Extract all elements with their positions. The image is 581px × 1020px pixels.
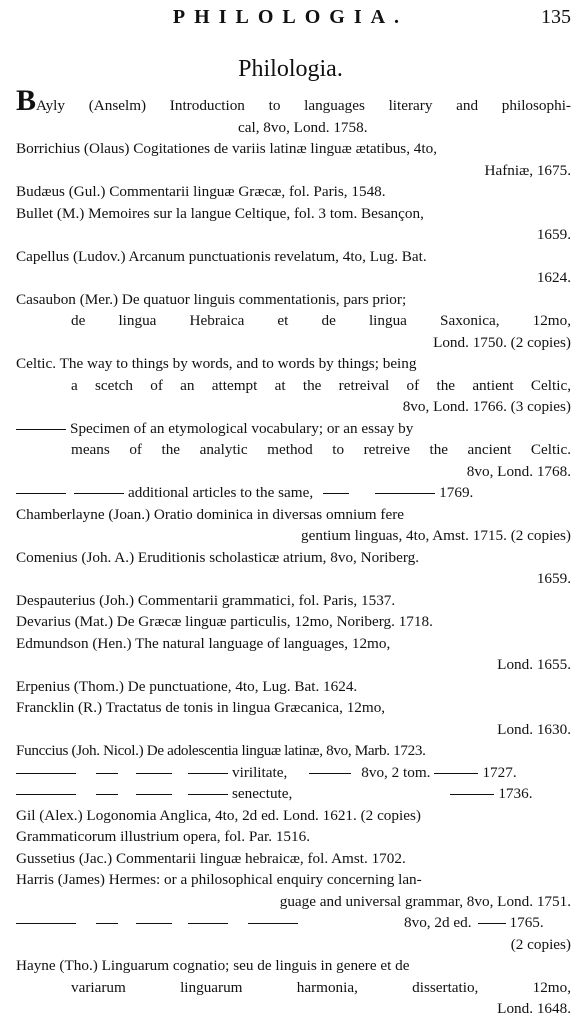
- ditto-rule: [323, 493, 349, 494]
- entry-line: (2 copies): [510, 935, 571, 953]
- bibliography-entry: [16, 869, 571, 912]
- bibliography-entry: [16, 826, 571, 848]
- bibliography-entry: [16, 912, 571, 955]
- entry-line: Harris (James) Hermes: or a philosophical enquiry concerning lan-: [16, 871, 422, 888]
- entry-line: Comenius (Joh. A.) Eruditionis scholasticæ atrium, 8vo, Noriberg.: [16, 548, 419, 566]
- ditto-rule: [434, 773, 478, 774]
- entry-line: Funccius (Joh. Nicol.) De adolescentia linguæ latinæ, 8vo, Marb. 1723.: [16, 742, 426, 759]
- ditto-rule: [188, 773, 228, 774]
- ditto-rule: [96, 923, 118, 924]
- entry-line: Francklin (R.) Tractatus de tonis in lingua Græcanica, 12mo,: [16, 699, 386, 716]
- entry-line: Lond. 1655.: [497, 656, 571, 673]
- bibliography-entry: [16, 418, 571, 483]
- page-number: 135: [541, 6, 571, 28]
- entry-line: Budæus (Gul.) Commentarii linguæ Græcæ, fol. Paris, 1548.: [16, 183, 386, 200]
- bibliography-entry: [16, 611, 571, 633]
- ditto-rule: [16, 493, 66, 494]
- ditto-rule: [96, 773, 118, 774]
- entry-line: Gussetius (Jac.) Commentarii linguæ hebraicæ, fol. Amst. 1702.: [16, 849, 406, 867]
- bibliography-entry: [16, 590, 571, 612]
- ditto-rule: [136, 923, 172, 924]
- entry-line: Despauterius (Joh.) Commentarii grammatici, fol. Paris, 1537.: [16, 591, 396, 609]
- entry-line: Devarius (Mat.) De Græcæ linguæ particulis, 12mo, Noriberg. 1718.: [16, 613, 433, 630]
- bibliography-entry: [16, 84, 571, 138]
- entry-line: Lond. 1648.: [497, 1000, 571, 1017]
- bibliography-list: [16, 84, 571, 1020]
- entry-line: Grammaticorum illustrium opera, fol. Par. 1516.: [16, 828, 310, 845]
- entry-line: Chamberlayne (Joan.) Oratio dominica in diversas omnium fere: [16, 505, 405, 523]
- bibliography-entry: [16, 762, 571, 784]
- bibliography-entry: [16, 740, 571, 762]
- ditto-rule: [16, 794, 76, 795]
- bibliography-entry: [16, 633, 571, 676]
- entry-line: Lond. 1630.: [497, 720, 571, 738]
- ditto-rule: [136, 773, 172, 774]
- entry-line: cal, 8vo, Lond. 1758.: [238, 118, 368, 136]
- running-head: [0, 6, 581, 36]
- entry-line: Lond. 1750. (2 copies): [433, 333, 571, 351]
- bibliography-entry: [16, 676, 571, 698]
- bibliography-entry: [16, 848, 571, 870]
- ditto-rule: [74, 493, 124, 494]
- entry-line: 8vo, 2d ed. 1765.: [16, 912, 571, 934]
- bibliography-entry: [16, 181, 571, 203]
- entry-line: Erpenius (Thom.) De punctuatione, 4to, Lug. Bat. 1624.: [16, 677, 358, 695]
- entry-line: 8vo, Lond. 1768.: [466, 462, 571, 480]
- entry-line: guage and universal grammar, 8vo, Lond. 1751.: [279, 892, 571, 910]
- ditto-rule: [96, 794, 118, 795]
- entry-line: a scetch of an attempt at the retreival of the antient Celtic,: [71, 376, 571, 394]
- section-title: Philologia.: [238, 56, 343, 82]
- entry-line: Bullet (M.) Memoires sur la langue Celtique, fol. 3 tom. Besançon,: [16, 204, 424, 222]
- entry-line: means of the analytic method to retreive the ancient Celtic.: [71, 441, 571, 458]
- bibliography-entry: [16, 353, 571, 418]
- entry-line: 1659.: [536, 226, 571, 243]
- entry-line: Casaubon (Mer.) De quatuor linguis commentationis, pars prior;: [16, 290, 407, 308]
- entry-line: Capellus (Ludov.) Arcanum punctuationis revelatum, 4to, Lug. Bat.: [16, 247, 427, 265]
- ditto-rule: [188, 794, 228, 795]
- bibliography-entry: [16, 482, 571, 504]
- bibliography-entry: [16, 203, 571, 246]
- entry-line: 1659.: [536, 570, 571, 587]
- bibliography-entry: [16, 783, 571, 805]
- entry-line: de lingua Hebraica et de lingua Saxonica, 12mo,: [71, 312, 571, 329]
- ditto-rule: [450, 794, 494, 795]
- ditto-rule: [375, 493, 435, 494]
- entry-line: Specimen of an etymological vocabulary; or an essay by: [16, 418, 571, 440]
- entry-line: Edmundson (Hen.) The natural language of languages, 12mo,: [16, 634, 391, 652]
- bibliography-entry: [16, 138, 571, 181]
- bibliography-entry: [16, 955, 571, 1020]
- entry-line: Hafniæ, 1675.: [484, 161, 571, 179]
- entry-line: Gil (Alex.) Logonomia Anglica, 4to, 2d ed. Lond. 1621. (2 copies): [16, 806, 421, 824]
- bibliography-entry: [16, 504, 571, 547]
- running-title: PHILOLOGIA.: [172, 6, 409, 28]
- entry-line: BAyly (Anselm) Introduction to languages literary and philosophi-: [16, 84, 571, 117]
- ditto-rule: [136, 794, 172, 795]
- bibliography-entry: [16, 246, 571, 289]
- bibliography-entry: [16, 697, 571, 740]
- entry-line: Borrichius (Olaus) Cogitationes de variis latinæ linguæ ætatibus, 4to,: [16, 140, 437, 157]
- entry-line: 8vo, Lond. 1766. (3 copies): [402, 398, 571, 415]
- entry-line: 1624.: [536, 269, 571, 286]
- ditto-rule: [16, 923, 76, 924]
- entry-line: Celtic. The way to things by words, and to words by things; being: [16, 355, 417, 372]
- ditto-rule: [309, 773, 351, 774]
- entry-line: variarum linguarum harmonia, dissertatio, 12mo,: [71, 978, 571, 996]
- ditto-rule: [16, 429, 66, 430]
- bibliography-entry: [16, 289, 571, 354]
- entry-line: gentium linguas, 4to, Amst. 1715. (2 copies): [301, 527, 571, 544]
- ditto-rule: [16, 773, 76, 774]
- ditto-rule: [478, 923, 506, 924]
- ditto-rule: [248, 923, 298, 924]
- drop-cap: B: [16, 84, 37, 117]
- entry-line: virilitate, 8vo, 2 tom. 1727.: [16, 762, 571, 784]
- bibliography-entry: [16, 805, 571, 827]
- entry-line: additional articles to the same, 1769.: [16, 482, 571, 504]
- entry-line: senectute, 1736.: [16, 783, 571, 805]
- entry-line: Hayne (Tho.) Linguarum cognatio; seu de linguis in genere et de: [16, 957, 410, 974]
- bibliography-entry: [16, 547, 571, 590]
- ditto-rule: [188, 923, 228, 924]
